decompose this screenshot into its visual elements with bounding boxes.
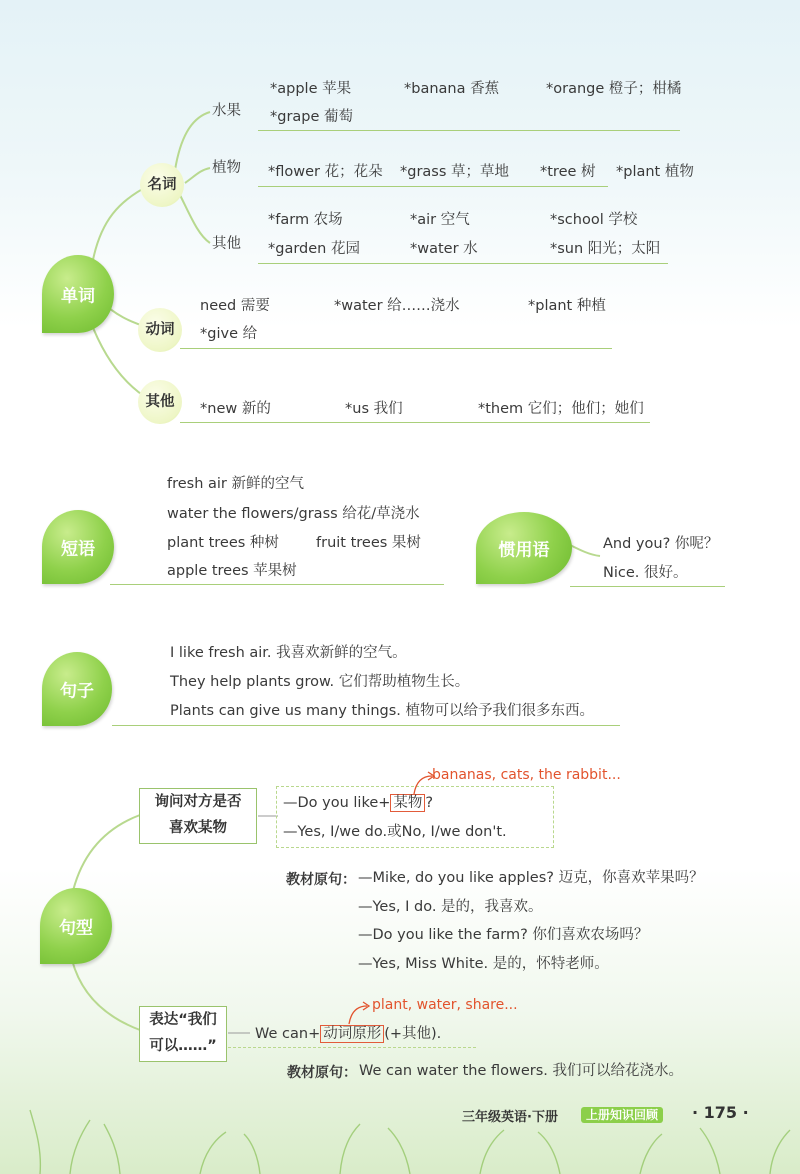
ask-q-suffix: ? — [425, 795, 434, 811]
sentences-underline — [112, 725, 620, 726]
vocab-leaf — [42, 255, 114, 333]
idioms-leaf — [476, 512, 572, 584]
plant-underline — [258, 186, 608, 187]
noun-other-label: 其他 — [212, 236, 241, 252]
word-item: need 需要 — [200, 298, 270, 314]
fruit-underline — [258, 130, 680, 131]
word-item: *orange 橙子；柑橘 — [546, 81, 682, 97]
word-item: *garden 花园 — [268, 241, 360, 257]
word-item: *grass 草；草地 — [400, 164, 510, 180]
footer-tag: 上册知识回顾 — [581, 1107, 663, 1123]
word-item: *them 它们；他们；她们 — [478, 401, 644, 417]
grass-decoration — [0, 1080, 800, 1174]
express-pattern-line — [255, 1025, 441, 1043]
verb-bubble — [138, 308, 182, 352]
word-item: *water 给……浇水 — [334, 298, 460, 314]
ask-source-line: —Yes, Miss White. 是的，怀特老师。 — [358, 956, 609, 972]
word-item: *give 给 — [200, 326, 258, 342]
phrase-item: apple trees 苹果树 — [167, 563, 297, 579]
word-item: *banana 香蕉 — [404, 81, 500, 97]
phrases-leaf — [42, 510, 114, 584]
ask-source-line: —Yes, I do. 是的，我喜欢。 — [358, 899, 543, 915]
phrase-item: fruit trees 果树 — [316, 535, 421, 551]
phrases-title: 短语 — [61, 539, 95, 560]
verb-underline — [180, 348, 612, 349]
vocab-other-underline — [180, 422, 650, 423]
patterns-leaf — [40, 888, 112, 964]
ask-q-boxed: 某物 — [390, 794, 425, 812]
word-item: *plant 种植 — [528, 298, 606, 314]
express-hint: plant, water, share... — [372, 997, 518, 1013]
idioms-title: 惯用语 — [498, 540, 550, 561]
word-item: *air 空气 — [410, 212, 470, 228]
express-suffix: (+其他). — [384, 1026, 442, 1042]
word-item: *apple 苹果 — [270, 81, 352, 97]
idiom-item: Nice. 很好。 — [603, 565, 688, 581]
ask-pattern-label — [139, 788, 257, 844]
vocab-other-label: 其他 — [145, 394, 175, 410]
phrase-item: water the flowers/grass 给花/草浇水 — [167, 506, 420, 522]
express-pattern-label — [139, 1006, 227, 1062]
noun-label: 名词 — [147, 177, 177, 193]
fruit-label: 水果 — [212, 103, 241, 119]
express-hint-arrow — [345, 998, 375, 1028]
idioms-underline — [570, 586, 725, 587]
ask-label-line2: 喜欢某物 — [169, 820, 227, 836]
express-source-text: We can water the flowers. 我们可以给花浇水。 — [359, 1063, 684, 1079]
word-item: *plant 植物 — [616, 164, 694, 180]
express-boxed: 动词原形 — [320, 1025, 384, 1043]
sentence-item: They help plants grow. 它们帮助植物生长。 — [170, 674, 470, 690]
ask-question-line — [283, 794, 433, 812]
phrase-item: plant trees 种树 — [167, 535, 279, 551]
idiom-item: And you? 你呢？ — [603, 536, 719, 552]
ask-source-label: 教材原句： — [286, 872, 356, 888]
plant-label: 植物 — [212, 160, 241, 176]
sentence-item: I like fresh air. 我喜欢新鲜的空气。 — [170, 645, 407, 661]
ask-q-prefix: —Do you like+ — [283, 795, 391, 811]
footer-book: 三年级英语·下册 — [462, 1110, 558, 1125]
word-item: *sun 阳光；太阳 — [550, 241, 661, 257]
verb-label: 动词 — [145, 322, 175, 338]
word-item: *school 学校 — [550, 212, 638, 228]
word-item: *flower 花；花朵 — [268, 164, 383, 180]
ask-source-line: —Do you like the farm? 你们喜欢农场吗？ — [358, 927, 649, 943]
sentences-leaf — [42, 652, 112, 726]
noun-other-underline — [258, 263, 668, 264]
ask-hint: bananas, cats, the rabbit... — [432, 767, 621, 783]
ask-answer: —Yes, I/we do.或No, I/we don't. — [283, 824, 507, 840]
patterns-title: 句型 — [59, 918, 93, 939]
sentences-title: 句子 — [60, 681, 94, 702]
ask-label-line1: 询问对方是否 — [154, 794, 242, 810]
word-item: *tree 树 — [540, 164, 596, 180]
word-item: *grape 葡萄 — [270, 109, 354, 125]
express-prefix: We can+ — [255, 1026, 321, 1042]
word-item: *new 新的 — [200, 401, 271, 417]
word-item: *water 水 — [410, 241, 478, 257]
vocab-other-bubble — [138, 380, 182, 424]
express-label-line1: 表达“我们 — [149, 1012, 217, 1028]
express-label-line2: 可以……” — [149, 1038, 217, 1054]
noun-bubble — [140, 163, 184, 207]
vocab-title: 单词 — [61, 286, 95, 307]
word-item: *us 我们 — [345, 401, 403, 417]
page-number: · 175 · — [692, 1103, 749, 1122]
sentence-item: Plants can give us many things. 植物可以给予我们很多东西。 — [170, 703, 595, 719]
phrase-item: fresh air 新鲜的空气 — [167, 476, 305, 492]
word-item: *farm 农场 — [268, 212, 343, 228]
phrases-underline — [110, 584, 444, 585]
express-underline — [228, 1047, 476, 1048]
ask-source-line: —Mike, do you like apples? 迈克，你喜欢苹果吗？ — [358, 870, 704, 886]
express-source-label: 教材原句： — [287, 1065, 357, 1081]
